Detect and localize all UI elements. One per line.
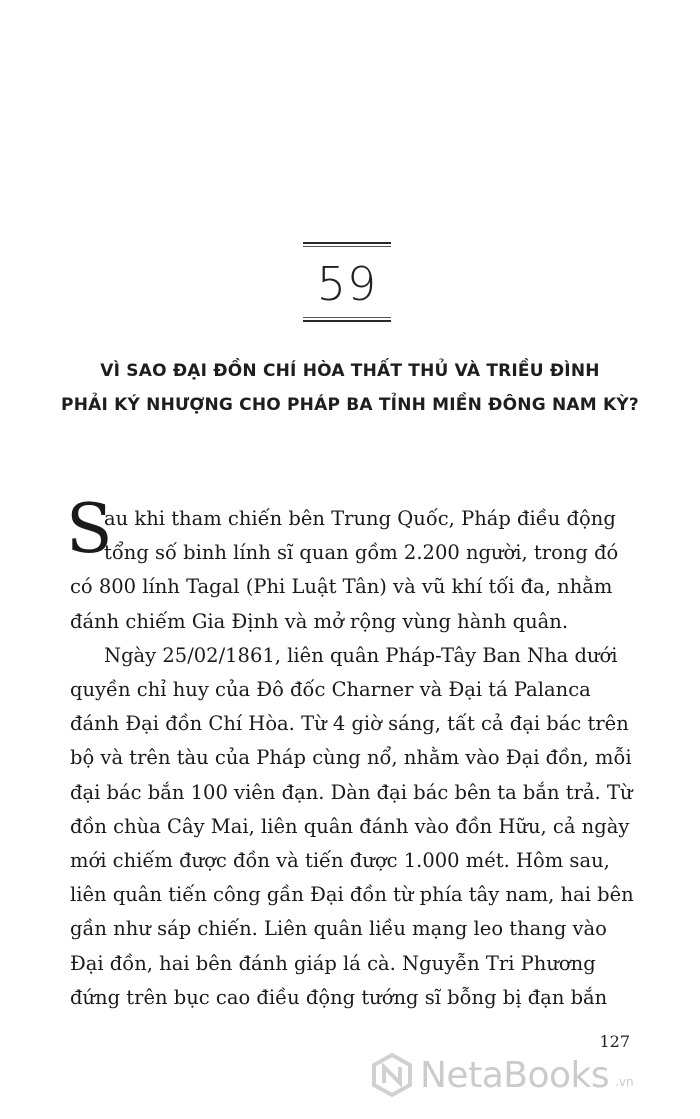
watermark xyxy=(370,1050,634,1100)
drop-cap: S xyxy=(66,490,113,569)
body-text xyxy=(70,502,635,1015)
watermark-suffix: .vn xyxy=(615,1075,634,1089)
chapter-title xyxy=(0,354,700,422)
body-line: tổng số binh lính sĩ quan gồm 2.200 người, trong đó xyxy=(104,541,619,565)
bottom-rule xyxy=(303,320,391,322)
body-line: đánh chiếm Gia Định và mở rộng vùng hành quân. xyxy=(70,609,569,633)
page-number: 127 xyxy=(599,1032,630,1051)
body-line: quyền chỉ huy của Đô đốc Charner và Đại tá Palanca xyxy=(70,678,591,702)
body-line: đồn chùa Cây Mai, liên quân đánh vào đồn Hữu, cả ngày xyxy=(70,814,630,838)
watermark-text: NetaBooks xyxy=(420,1054,610,1096)
title-line-1: VÌ SAO ĐẠI ĐỒN CHÍ HÒA THẤT THỦ VÀ TRIỀU ĐÌNH xyxy=(100,361,600,381)
body-line: Đại đồn, hai bên đánh giáp lá cà. Nguyễn Tri Phương xyxy=(70,951,596,975)
body-line: bộ và trên tàu của Pháp cùng nổ, nhằm vào Đại đồn, mỗi xyxy=(70,746,632,770)
top-rule-thin xyxy=(303,246,391,247)
title-line-2: PHẢI KÝ NHƯỢNG CHO PHÁP BA TỈNH MIỀN ĐÔNG NAM KỲ? xyxy=(61,395,639,415)
body-line: mới chiếm được đồn và tiến được 1.000 mét. Hôm sau, xyxy=(70,849,610,873)
netabooks-logo-icon xyxy=(370,1053,414,1097)
top-rule xyxy=(303,242,391,244)
chapter-number: 59 xyxy=(316,257,378,311)
bottom-rule-thin xyxy=(303,317,391,318)
body-line: gần như sáp chiến. Liên quân liều mạng leo thang vào xyxy=(70,917,607,941)
body-line: đứng trên bục cao điều động tướng sĩ bỗng bị đạn bắn xyxy=(70,985,608,1009)
body-line: Ngày 25/02/1861, liên quân Pháp-Tây Ban Nha dưới xyxy=(104,643,618,667)
body-line: đại bác bắn 100 viên đạn. Dàn đại bác bên ta bắn trả. Từ xyxy=(70,780,633,804)
chapter-heading xyxy=(303,242,391,324)
body-line: liên quân tiến công gần Đại đồn từ phía tây nam, hai bên xyxy=(70,883,634,907)
body-line: au khi tham chiến bên Trung Quốc, Pháp điều động xyxy=(104,507,616,530)
body-line: đánh Đại đồn Chí Hòa. Từ 4 giờ sáng, tất cả đại bác trên xyxy=(70,712,629,736)
body-line: có 800 lính Tagal (Phi Luật Tân) và vũ khí tối đa, nhằm xyxy=(70,575,613,599)
